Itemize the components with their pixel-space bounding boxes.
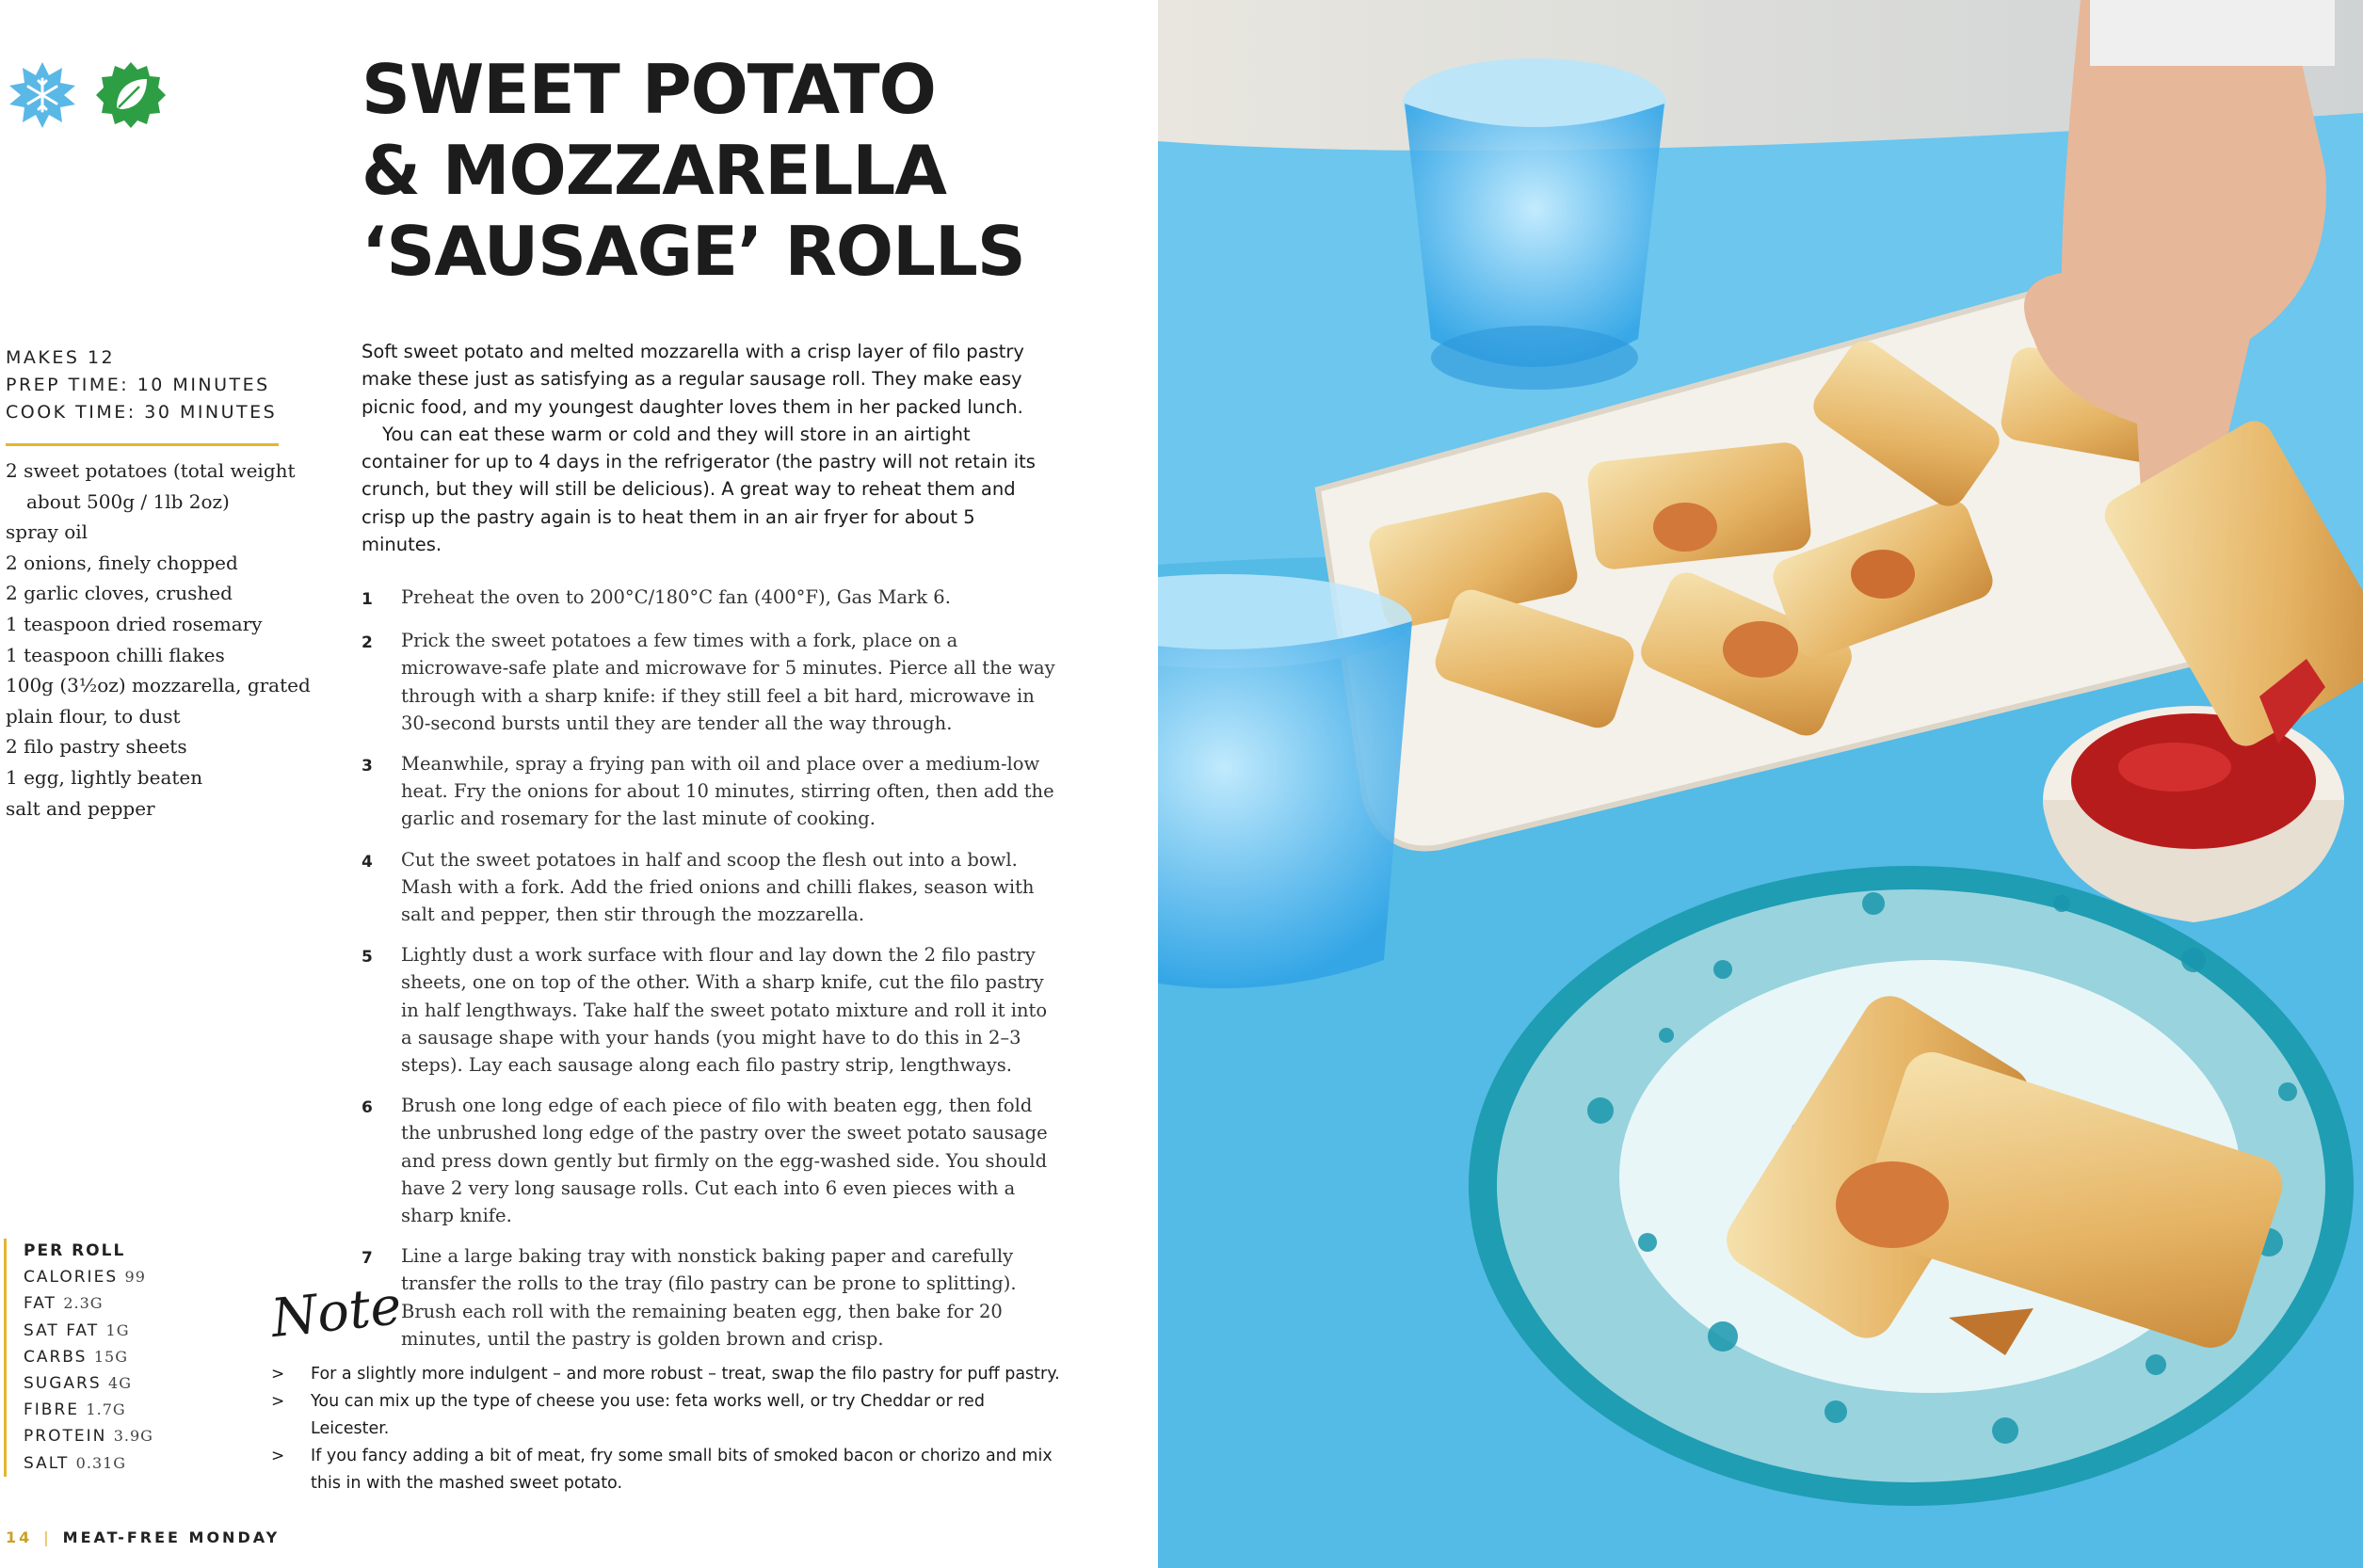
nutrition-row [24,1450,202,1477]
recipe-intro [362,338,1058,558]
note-text: If you fancy adding a bit of meat, fry some small bits of smoked bacon or chorizo and mix this in with the mashed sweet potato. [311,1447,1053,1493]
method-step [362,846,1058,929]
nutrient-value: 2.3G [63,1294,104,1313]
nutrient-label: SUGARS [24,1374,102,1394]
glass-top [1403,58,1666,390]
nutrition-panel [4,1239,202,1477]
ingredient-item: 2 onions, finely chopped [6,551,238,574]
footer-divider: | [43,1528,52,1546]
step-text: Line a large baking tray with nonstick baking paper and carefully transfer the rolls to the tray (filo pastry can be prone to splitting). Brush each roll with the remaining beaten egg, then bake for 20 minutes, until the pastry is golden brown and crisp. [401,1245,1017,1350]
title-line: & MOZZARELLA [362,131,946,210]
recipe-meta [6,344,307,446]
step-text: Prick the sweet potatoes a few times with a fork, place on a microwave-safe plate and microwave for 5 minutes. Pierce all the way through with a sharp knife: if they still feel a bit hard, microwave in 30-second bursts until they are tender all the way through. [401,630,1055,734]
nutrition-row [24,1423,202,1449]
ingredient-item: plain flour, to dust [6,704,181,728]
step-number: 7 [362,1249,373,1269]
chevron-right-icon: > [271,1392,285,1411]
note-heading: Note [267,1274,405,1351]
snowflake-icon [8,60,77,130]
ingredient-item: salt and pepper [6,796,155,820]
nutrient-label: CARBS [24,1347,88,1367]
method-step [362,941,1058,1079]
ingredient-item: 2 sweet potatoes (total weight about 500g / 1lb 2oz) [6,459,296,513]
method-step [362,627,1058,737]
food-photo-illustration [1158,0,2363,1568]
title-line: ‘SAUSAGE’ ROLLS [362,212,1025,291]
page-footer [6,1528,280,1546]
step-text: Cut the sweet potatoes in half and scoop the flesh out into a bowl. Mash with a fork. Add the fried onions and chilli flakes, season with salt and pepper, then stir through the mozzarella. [401,848,1035,926]
makes-label: MAKES 12 [6,347,116,368]
recipe-title [362,49,1115,292]
method-step [362,1242,1058,1352]
glass-left [1158,574,1412,988]
nutrient-value: 99 [124,1268,146,1287]
ingredients-list [6,456,326,824]
nutrient-label: CALORIES [24,1268,119,1288]
note-item [271,1388,1062,1443]
ingredient-item: 2 garlic cloves, crushed [6,582,233,605]
step-text: Meanwhile, spray a frying pan with oil and place over a medium-low heat. Fry the onions for about 10 minutes, stirring often, then add the garlic and rosemary for the last minute of cooking. [401,753,1054,830]
leaf-icon [96,60,166,130]
method-step [362,1092,1058,1229]
nutrient-value: 15G [93,1347,129,1366]
note-item [271,1361,1062,1388]
nutrient-label: SALT [24,1453,70,1473]
nutrient-value: 1G [105,1320,130,1339]
step-number: 4 [362,852,373,872]
nutrition-row [24,1264,202,1290]
ingredient-item: 1 teaspoon chilli flakes [6,643,225,666]
nutrition-row [24,1370,202,1397]
nutrient-label: FIBRE [24,1400,80,1420]
nutrition-row [24,1290,202,1317]
nutrition-heading: PER ROLL [24,1241,126,1260]
chevron-right-icon: > [271,1365,285,1384]
method-step [362,584,1058,614]
prep-time: PREP TIME: 10 MINUTES [6,375,270,395]
method-steps [362,584,1058,1366]
meta-divider [6,443,279,446]
diet-badges [8,60,166,130]
step-text: Lightly dust a work surface with flour and lay down the 2 filo pastry sheets, one on top of the other. With a sharp knife, cut the filo pastry in half lengthways. Take half the sweet potato mixture and roll it into a sausage shape with your hands (you might have to do this in 2–3 steps). Lay each sausage along each filo pastry strip, lengthways. [401,944,1048,1077]
nutrient-label: FAT [24,1294,56,1314]
book-title: MEAT-FREE MONDAY [62,1528,281,1546]
step-number: 5 [362,948,373,968]
ingredient-item: 2 filo pastry sheets [6,735,187,759]
step-number: 3 [362,757,373,776]
note-text: You can mix up the type of cheese you use: feta works well, or try Cheddar or red Leicester. [311,1392,985,1438]
nutrient-value: 1.7G [86,1400,126,1419]
ingredient-item: spray oil [6,520,88,544]
step-text: Brush one long edge of each piece of filo with beaten egg, then fold the unbrushed long edge of the pastry over the sweet potato sausage and press down gently but firmly on the egg-washed side. You should have 2 very long sausage rolls. Cut each into 6 even pieces with a sharp knife. [401,1095,1048,1227]
method-step [362,750,1058,833]
page-number: 14 [6,1528,33,1546]
notes-list [271,1361,1062,1497]
note-item [271,1443,1062,1497]
cook-time: COOK TIME: 30 MINUTES [6,402,278,423]
chevron-right-icon: > [271,1447,285,1465]
nutrient-label: SAT FAT [24,1320,100,1340]
nutrient-label: PROTEIN [24,1427,107,1447]
title-line: SWEET POTATO [362,50,936,129]
step-number: 2 [362,633,373,653]
step-text: Preheat the oven to 200°C/180°C fan (400°F), Gas Mark 6. [401,586,951,608]
food-photo [1158,0,2363,1568]
intro-paragraph: Soft sweet potato and melted mozzarella with a crisp layer of filo pastry make these just as satisfying as a regular sausage roll. They make easy picnic food, and my youngest daughter loves them in her packed lunch. [362,341,1024,418]
step-number: 6 [362,1098,373,1118]
nutrient-value: 4G [108,1374,133,1393]
recipe-page [0,0,1158,1568]
nutrition-row [24,1397,202,1423]
nutrient-value: 3.9G [113,1427,153,1446]
step-number: 1 [362,590,373,609]
nutrition-row [24,1344,202,1370]
note-text: For a slightly more indulgent – and more robust – treat, swap the filo pastry for puff pastry. [311,1365,1060,1384]
intro-paragraph: You can eat these warm or cold and they will store in an airtight container for up to 4 days in the refrigerator (the pastry will not retain its crunch, but they will still be delicious). A great way to reheat them and crisp up the pastry again is to heat them in an air fryer for about 5 minutes. [362,423,1036,556]
ingredient-item: 1 egg, lightly beaten [6,765,203,789]
ingredient-item: 100g (3½oz) mozzarella, grated [6,674,311,697]
ingredient-item: 1 teaspoon dried rosemary [6,612,263,635]
nutrient-value: 0.31G [75,1453,127,1472]
nutrition-row [24,1318,202,1344]
